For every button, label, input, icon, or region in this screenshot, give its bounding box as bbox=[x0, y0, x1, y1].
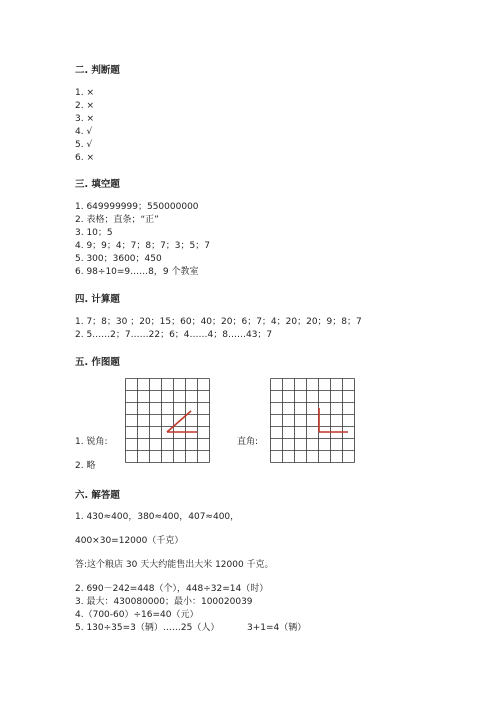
fill-answer-4: 4. 9；9；4；7；8；7；3；5；7 bbox=[75, 241, 210, 251]
word-answer-5-extra: 3+1=4（辆） bbox=[247, 623, 307, 633]
calc-answer-2: 2. 5……2；7……22；6；4……4；8……43；7 bbox=[75, 330, 273, 340]
section-word-problems-title: 六. 解答题 bbox=[75, 490, 120, 501]
fill-answer-5: 5. 300；3600；450 bbox=[75, 254, 162, 264]
word-answer-1: 1. 430≈400，380≈400，407≈400， bbox=[75, 512, 240, 522]
word-answer-2: 2. 690－242=448（个），448÷32=14（时） bbox=[75, 584, 269, 594]
section-calculation-title: 四. 计算题 bbox=[75, 294, 120, 305]
judgment-answer-1: 1. × bbox=[75, 88, 94, 98]
grid-lines bbox=[271, 379, 355, 463]
judgment-answer-3: 3. × bbox=[75, 114, 94, 124]
fill-answer-2: 2. 表格；直条；“正” bbox=[75, 215, 159, 225]
grid-lines bbox=[126, 379, 210, 463]
fill-answer-1: 1. 649999999；550000000 bbox=[75, 202, 199, 212]
fill-answer-3: 3. 10；5 bbox=[75, 228, 113, 238]
right-angle-grid bbox=[270, 378, 356, 464]
judgment-answer-4: 4. √ bbox=[75, 127, 93, 137]
word-answer-4: 4.（700-60）÷16=40（元） bbox=[75, 610, 199, 620]
word-answer-1-calc: 400×30=12000（千克） bbox=[75, 536, 184, 546]
right-angle-label: 直角: bbox=[237, 437, 259, 447]
acute-angle-grid bbox=[125, 378, 211, 464]
acute-angle-label: 1. 锐角: bbox=[75, 437, 108, 447]
judgment-answer-6: 6. × bbox=[75, 153, 94, 163]
word-answer-5: 5. 130÷35=3（辆）……25（人） bbox=[75, 623, 220, 633]
section-drawing-title: 五. 作图题 bbox=[75, 357, 120, 368]
calc-answer-1: 1. 7；8；30 ；20；15；60；40；20；6；7；4；20；20；9；8；7 bbox=[75, 317, 362, 327]
fill-answer-6: 6. 98÷10=9……8，9 个教室 bbox=[75, 267, 199, 277]
word-answer-3: 3. 最大：430080000；最小：100020039 bbox=[75, 597, 253, 607]
section-judgment-title: 二. 判断题 bbox=[75, 65, 120, 76]
judgment-answer-2: 2. × bbox=[75, 101, 94, 111]
judgment-answer-5: 5. √ bbox=[75, 140, 93, 150]
word-answer-1-conclusion: 答:这个粮店 30 天大约能售出大米 12000 千克。 bbox=[75, 560, 274, 570]
section-fill-blank-title: 三. 填空题 bbox=[75, 179, 120, 190]
drawing-answer-2: 2. 略 bbox=[75, 461, 96, 471]
right-angle-mark bbox=[319, 408, 348, 432]
